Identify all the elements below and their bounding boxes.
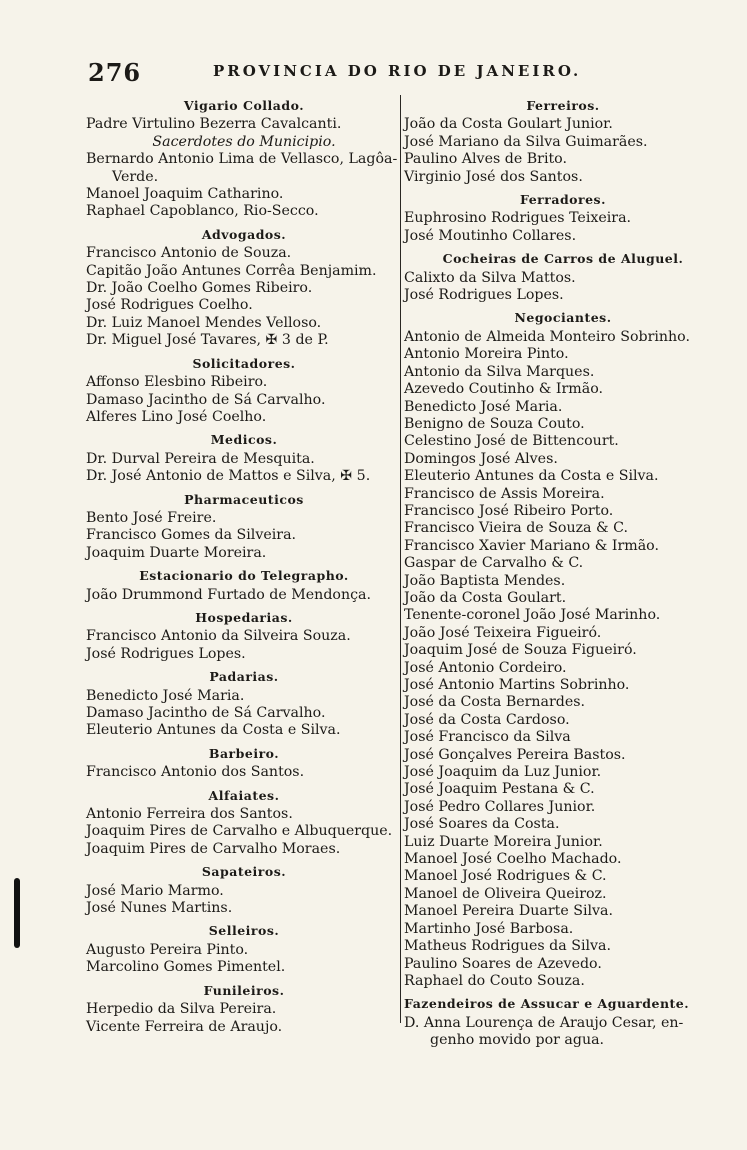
directory-entry: Bento José Freire. <box>86 509 217 526</box>
section-heading: Hospedarias. <box>195 609 293 625</box>
directory-entry: Luiz Duarte Moreira Junior. <box>404 833 603 850</box>
directory-entry: Herpedio da Silva Pereira. <box>86 1001 277 1018</box>
directory-entry: Damaso Jacintho de Sá Carvalho. <box>86 705 326 721</box>
section-heading: Padarias. <box>209 669 279 685</box>
directory-entry: João Baptista Mendes. <box>404 572 566 589</box>
section-heading: Medicos. <box>210 432 278 448</box>
directory-entry: Joaquim Duarte Moreira. <box>86 544 267 561</box>
directory-entry: Calixto da Silva Mattos. <box>404 269 576 286</box>
directory-entry: Tenente-coronel João José Marinho. <box>404 607 661 624</box>
section-ferreiros <box>404 97 722 186</box>
section-sapateiros <box>86 863 402 917</box>
section-heading: Selleiros. <box>208 923 280 939</box>
directory-entry: Eleuterio Antunes da Costa e Silva. <box>404 468 659 485</box>
directory-entry: Manoel Joaquim Catharino. <box>86 186 284 203</box>
section-heading: Negociantes. <box>514 310 612 326</box>
directory-entry: Dr. Miguel José Tavares, ✠ 3 de P. <box>86 332 329 349</box>
section-heading: Cocheiras de Carros de Aluguel. <box>442 251 684 267</box>
directory-entry: João da Costa Goulart. <box>404 589 567 606</box>
directory-entry: Dr. José Antonio de Mattos e Silva, ✠ 5. <box>86 468 371 485</box>
section-heading: Pharmaceuticos <box>184 491 304 507</box>
directory-entry: Marcolino Gomes Pimentel. <box>86 959 286 976</box>
page-number: 276 <box>88 58 142 87</box>
directory-entry: Francisco Antonio da Silveira Souza. <box>86 628 351 645</box>
directory-entry: Dr. Luiz Manoel Mendes Velloso. <box>86 314 322 331</box>
directory-entry: José Mariano da Silva Guimarães. <box>404 133 648 150</box>
section-heading: Barbeiro. <box>208 745 280 761</box>
directory-entry: José Joaquim Pestana & C. <box>404 781 595 798</box>
directory-entry: D. Anna Lourença de Araujo Cesar, en- <box>404 1014 684 1031</box>
directory-entry: José Nunes Martins. <box>86 900 233 917</box>
directory-entry: Francisco Antonio dos Santos. <box>86 764 305 781</box>
section-padarias <box>86 668 402 740</box>
directory-entry: Joaquim Pires de Carvalho e Albuquerque. <box>86 823 393 840</box>
directory-entry: Joaquim Pires de Carvalho Moraes. <box>86 840 341 857</box>
directory-entry: José Rodrigues Lopes. <box>404 287 564 304</box>
directory-entry: Augusto Pereira Pinto. <box>86 941 249 958</box>
directory-entry: José Soares da Costa. <box>404 816 560 833</box>
page-header <box>88 58 718 92</box>
left-column <box>86 92 402 1036</box>
section-advogados <box>86 226 402 350</box>
directory-entry: Benedicto José Maria. <box>404 398 563 415</box>
directory-entry: Capitão João Antunes Corrêa Benjamim. <box>86 262 377 279</box>
directory-entry: Joaquim José de Souza Figueiró. <box>404 642 637 659</box>
section-heading: Ferreiros. <box>526 98 600 113</box>
directory-entry: José Mario Marmo. <box>86 882 224 899</box>
directory-entry: Dr. Durval Pereira de Mesquita. <box>86 450 315 467</box>
directory-entry: Francisco Vieira de Souza & C. <box>404 520 629 537</box>
directory-entry: Eleuterio Antunes da Costa e Silva. <box>86 722 341 739</box>
section-heading: Funileiros. <box>203 982 285 998</box>
directory-entry: Bernardo Antonio Lima de Vellasco, Lagôa- <box>86 151 398 168</box>
directory-entry: José Moutinho Collares. <box>404 227 577 244</box>
directory-entry: Paulino Alves de Brito. <box>404 151 567 168</box>
directory-entry: Padre Virtulino Bezerra Cavalcanti. <box>86 116 342 133</box>
directory-entry: José Joaquim da Luz Junior. <box>404 764 602 781</box>
directory-entry: Antonio da Silva Marques. <box>404 363 595 380</box>
directory-entry: Celestino José de Bittencourt. <box>404 433 619 450</box>
right-column <box>404 92 722 1050</box>
directory-entry: Antonio Ferreira dos Santos. <box>86 806 293 823</box>
directory-entry: Domingos José Alves. <box>404 450 558 467</box>
directory-entry: Dr. João Coelho Gomes Ribeiro. <box>86 280 313 297</box>
directory-entry: Antonio Moreira Pinto. <box>404 346 569 363</box>
directory-entry: Manoel José Coelho Machado. <box>404 851 622 868</box>
section-ferradores <box>404 191 722 245</box>
section-vigario-collado <box>86 97 402 221</box>
directory-entry: Affonso Elesbino Ribeiro. <box>86 374 268 391</box>
section-pharmaceuticos <box>86 491 402 563</box>
directory-entry: Francisco Antonio de Souza. <box>86 245 292 262</box>
section-estacionario-do-telegrapho <box>86 567 402 604</box>
directory-entry: Antonio de Almeida Monteiro Sobrinho. <box>404 328 690 345</box>
directory-entry: Damaso Jacintho de Sá Carvalho. <box>86 391 326 408</box>
directory-entry: Sacerdotes do Municipio. <box>152 133 336 150</box>
section-solicitadores <box>86 355 402 427</box>
section-heading: Advogados. <box>201 226 287 242</box>
section-funileiros <box>86 982 402 1036</box>
directory-entry: Benedicto José Maria. <box>86 687 245 704</box>
section-hospedarias <box>86 609 402 663</box>
directory-entry: José Francisco da Silva <box>404 729 571 746</box>
section-negociantes <box>404 309 722 990</box>
directory-entry: Matheus Rodrigues da Silva. <box>404 938 612 955</box>
directory-entry: Raphael do Couto Souza. <box>404 972 585 989</box>
directory-entry: Francisco de Assis Moreira. <box>404 485 605 502</box>
section-heading: Fazendeiros de Assucar e Aguardente. <box>404 996 690 1012</box>
directory-entry: Francisco José Ribeiro Porto. <box>404 502 614 519</box>
directory-entry: Manoel de Oliveira Queiroz. <box>404 885 607 902</box>
directory-entry: José Antonio Cordeiro. <box>404 659 567 676</box>
directory-entry: José Rodrigues Coelho. <box>86 297 253 314</box>
directory-entry: José Pedro Collares Junior. <box>404 798 596 815</box>
section-heading: Alfaiates. <box>208 787 280 803</box>
section-fazendeiros-de-assucar-e-aguardente <box>404 995 722 1049</box>
directory-entry: José da Costa Cardoso. <box>404 711 570 728</box>
section-heading: Sapateiros. <box>201 864 287 880</box>
directory-entry: José da Costa Bernardes. <box>404 694 586 711</box>
directory-entry: José Gonçalves Pereira Bastos. <box>404 746 626 763</box>
directory-entry: Euphrosino Rodrigues Teixeira. <box>404 210 632 227</box>
directory-entry: Francisco Xavier Mariano & Irmão. <box>404 537 659 554</box>
directory-entry: Benigno de Souza Couto. <box>404 415 585 432</box>
directory-entry: Manoel José Rodrigues & C. <box>404 868 607 885</box>
section-alfaiates <box>86 787 402 859</box>
directory-entry: Vicente Ferreira de Araujo. <box>86 1018 283 1035</box>
section-selleiros <box>86 922 402 976</box>
directory-entry: Azevedo Coutinho & Irmão. <box>404 381 603 398</box>
directory-entry: João Drummond Furtado de Mendonça. <box>86 586 371 603</box>
directory-entry: Virginio José dos Santos. <box>404 168 583 185</box>
section-barbeiro <box>86 745 402 782</box>
directory-entry: Alferes Lino José Coelho. <box>86 408 267 425</box>
directory-entry: João da Costa Goulart Junior. <box>404 116 613 133</box>
directory-entry: Gaspar de Carvalho & C. <box>404 555 584 572</box>
section-cocheiras-de-carros-de-aluguel <box>404 250 722 304</box>
directory-entry: Martinho José Barbosa. <box>404 920 574 937</box>
directory-entry: Raphael Capoblanco, Rio-Secco. <box>86 203 319 220</box>
section-heading: Ferradores. <box>520 192 606 208</box>
directory-entry: José Antonio Martins Sobrinho. <box>404 677 630 693</box>
margin-ink-mark <box>14 878 20 948</box>
section-heading: Solicitadores. <box>192 355 296 371</box>
directory-entry: genho movido por agua. <box>430 1032 605 1049</box>
directory-entry: José Rodrigues Lopes. <box>86 645 246 662</box>
directory-entry: Verde. <box>112 168 159 185</box>
section-heading: Estacionario do Telegrapho. <box>139 568 349 584</box>
directory-entry: Francisco Gomes da Silveira. <box>86 527 297 544</box>
directory-entry: Manoel Pereira Duarte Silva. <box>404 903 614 920</box>
running-title: PROVINCIA DO RIO DE JANEIRO. <box>213 62 582 80</box>
directory-entry: Paulino Soares de Azevedo. <box>404 955 602 972</box>
section-medicos <box>86 431 402 485</box>
section-heading: Vigario Collado. <box>183 98 305 113</box>
directory-entry: João José Teixeira Figueiró. <box>404 624 602 641</box>
